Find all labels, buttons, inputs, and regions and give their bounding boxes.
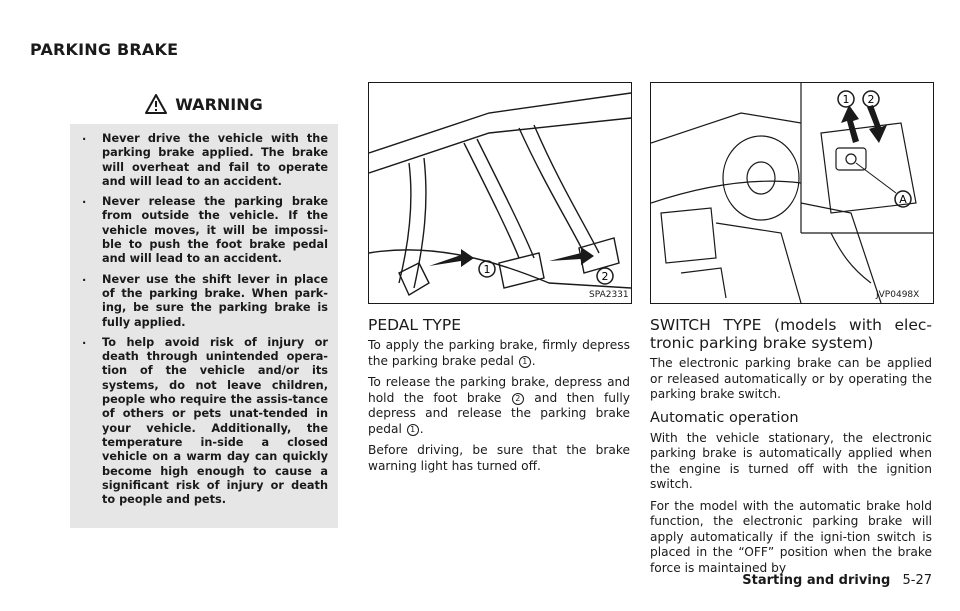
switch-callout-a: A	[899, 193, 907, 206]
pedal-callout-1: 1	[483, 263, 491, 276]
warning-item: . Never use the shift lever in place of the parking brake. When park-ing, be sure the parking brake is fully applied.	[80, 273, 328, 330]
pedal-p2-text-b: and then fully depress and release the parking brake pedal	[368, 390, 630, 436]
pedal-p2-end: .	[419, 421, 424, 436]
pedal-type-section	[368, 316, 630, 480]
footer-section: Starting and driving	[742, 573, 891, 588]
switch-callout-2: 2	[867, 93, 875, 106]
pedal-paragraph-1	[368, 338, 630, 369]
callout-ref-2: 2	[512, 393, 524, 405]
switch-type-section	[650, 316, 932, 582]
page-footer	[742, 573, 932, 588]
pedal-p1-text: To apply the parking brake, firmly depress the parking brake pedal	[368, 338, 630, 368]
switch-drawing	[651, 83, 933, 303]
warning-triangle-icon	[145, 94, 167, 114]
switch-illustration	[650, 82, 934, 304]
warning-item: . Never release the parking brake from outside the vehicle. If the vehicle moves, it will be impossi-ble to push the foot brake pedal and will lead to an accident.	[80, 195, 328, 266]
pedal-p2-text-a: To release the parking brake, depress and hold the foot brake	[368, 375, 630, 405]
warning-box	[70, 84, 338, 528]
pedal-figure-code: SPA2331	[589, 290, 629, 300]
callout-ref-1: 1	[407, 424, 419, 436]
pedal-callout-2: 2	[601, 270, 609, 283]
automatic-operation-heading: Automatic operation	[650, 409, 799, 426]
section-title: PARKING BRAKE	[30, 40, 179, 59]
switch-figure-code: JVP0498X	[876, 290, 920, 300]
pedal-drawing	[369, 83, 631, 303]
warning-header	[70, 84, 338, 124]
warning-item: . Never drive the vehicle with the parking brake applied. The brake will overheat and fail to operate and will lead to an accident.	[80, 132, 328, 189]
switch-paragraph-2: With the vehicle stationary, the electronic parking brake is automatically applied when the engine is turned off with the ignition switch.	[650, 430, 932, 491]
callout-ref-1: 1	[519, 356, 531, 368]
warning-item: . To help avoid risk of injury or death through unintended opera-tion of the vehicle and/or its systems, do not leave children, people who require the assis-tance of others or pets unat-tended in your vehicle. Additionally, the temperature in-side a closed vehicle on a warm day can quickly become high enough to cause a significant risk of injury or death to people and pets.	[80, 336, 328, 508]
warning-title: WARNING	[175, 94, 263, 114]
pedal-paragraph-3: Before driving, be sure that the brake warning light has turned off.	[368, 443, 630, 473]
switch-type-heading: SWITCH TYPE (models with elec-tronic parking brake system)	[650, 316, 932, 352]
pedal-type-heading: PEDAL TYPE	[368, 316, 462, 334]
pedal-illustration	[368, 82, 632, 304]
switch-callout-1: 1	[842, 93, 850, 106]
warning-list	[70, 132, 338, 507]
pedal-p1-end: .	[531, 353, 536, 368]
page-number: 5-27	[902, 573, 932, 588]
switch-paragraph-1: The electronic parking brake can be applied or released automatically or by operating the parking brake switch.	[650, 356, 932, 401]
switch-paragraph-3: For the model with the automatic brake hold function, the electronic parking brake will apply automatically if the igni-tion switch is placed in the “OFF” position when the brake force is maintained by	[650, 498, 932, 575]
pedal-paragraph-2	[368, 375, 630, 437]
